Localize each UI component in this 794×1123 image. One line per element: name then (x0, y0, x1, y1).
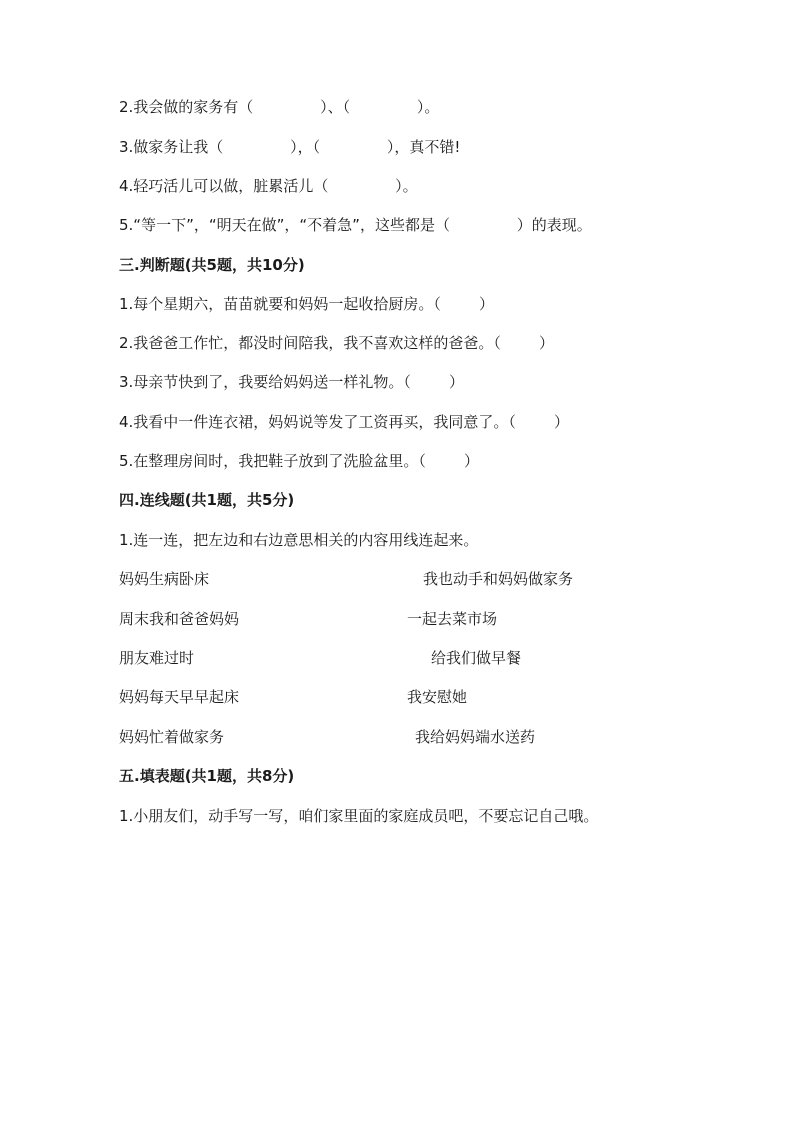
matching-right-item-1: 我也动手和妈妈做家务 (423, 570, 574, 588)
matching-right-item-5: 我给妈妈端水送药 (415, 728, 536, 746)
judgement-item-2: 2.我爸爸工作忙，都没时间陪我，我不喜欢这样的爸爸。（ ） (119, 334, 554, 352)
fill-blank-item-3: 3.做家务让我（ ），（ ），真不错! (119, 138, 461, 156)
matching-left-item-4: 妈妈每天早早起床 (119, 688, 240, 706)
matching-left-item-1: 妈妈生病卧床 (119, 570, 210, 588)
matching-left-item-5: 妈妈忙着做家务 (119, 728, 225, 746)
judgement-item-5: 5.在整理房间时，我把鞋子放到了洗脸盆里。（ ） (119, 452, 479, 470)
matching-right-item-3: 给我们做早餐 (431, 649, 522, 667)
matching-right-item-2: 一起去菜市场 (407, 610, 498, 628)
matching-question: 1.连一连，把左边和右边意思相关的内容用线连起来。 (119, 531, 479, 549)
judgement-item-4: 4.我看中一件连衣裙，妈妈说等发了工资再买，我同意了。（ ） (119, 413, 569, 431)
section-heading-table: 五.填表题(共1题，共8分) (119, 767, 295, 785)
judgement-item-3: 3.母亲节快到了，我要给妈妈送一样礼物。（ ） (119, 373, 464, 391)
matching-right-item-4: 我安慰她 (407, 688, 468, 706)
section-heading-matching: 四.连线题(共1题，共5分) (119, 491, 295, 509)
matching-left-item-2: 周末我和爸爸妈妈 (119, 610, 240, 628)
matching-left-item-3: 朋友难过时 (119, 649, 195, 667)
table-question: 1.小朋友们，动手写一写，咱们家里面的家庭成员吧，不要忘记自己哦。 (119, 807, 599, 825)
fill-blank-item-4: 4.轻巧活儿可以做，脏累活儿（ ）。 (119, 177, 418, 195)
judgement-item-1: 1.每个星期六，苗苗就要和妈妈一起收拾厨房。（ ） (119, 295, 494, 313)
section-heading-judgement: 三.判断题(共5题，共10分) (119, 256, 305, 274)
fill-blank-item-2: 2.我会做的家务有（ ）、（ ）。 (119, 98, 440, 116)
fill-blank-item-5: 5.“等一下”，“明天在做”，“不着急”，这些都是（ ）的表现。 (119, 216, 592, 234)
